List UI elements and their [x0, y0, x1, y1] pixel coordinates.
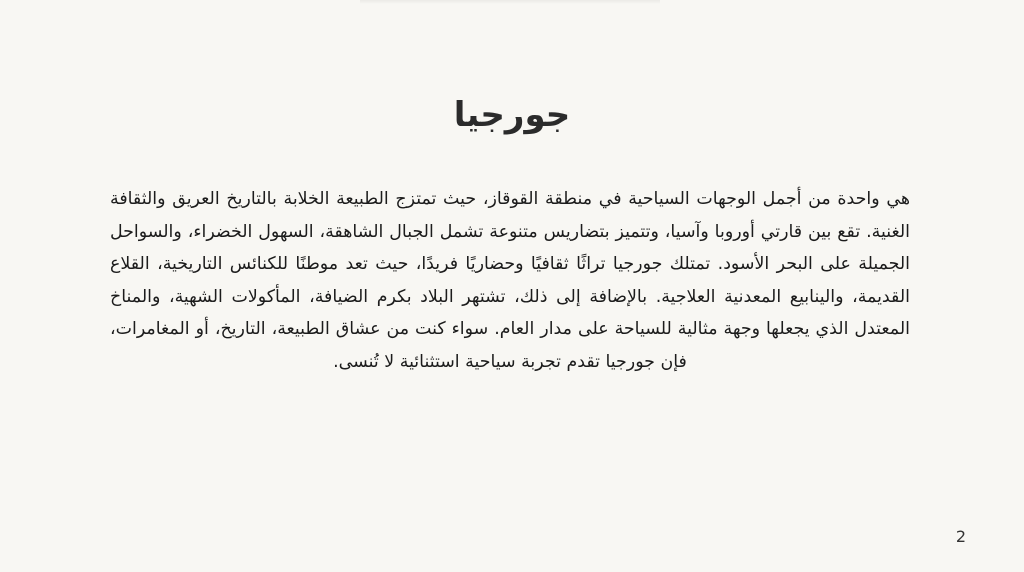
- slide-title: جورجيا: [453, 95, 571, 135]
- slide-body-text: هي واحدة من أجمل الوجهات السياحية في منطقة القوقاز، حيث تمتزج الطبيعة الخلابة بالتاريخ العريق والثقافة الغنية. تقع بين قارتي أوروبا وآسيا، وتتميز بتضاريس متنوعة تشمل الجبال الشاهقة، السهول الخضراء، والسواحل الجميلة على البحر الأسود. تمتلك جورجيا تراثًا ثقافيًا وحضاريًا فريدًا، حيث تعد موطنًا للكنائس التاريخية، القلاع القديمة، والينابيع المعدنية العلاجية. بالإضافة إلى ذلك، تشتهر البلاد بكرم الضيافة، المأكولات الشهية، والمناخ المعتدل الذي يجعلها وجهة مثالية للسياحة على مدار العام. سواء كنت من عشاق الطبيعة، التاريخ، أو المغامرات، فإن جورجيا تقدم تجربة سياحية استثنائية لا تُنسى.: [110, 189, 910, 372]
- page-number: 2: [955, 527, 966, 546]
- top-shadow-divider: [360, 0, 660, 4]
